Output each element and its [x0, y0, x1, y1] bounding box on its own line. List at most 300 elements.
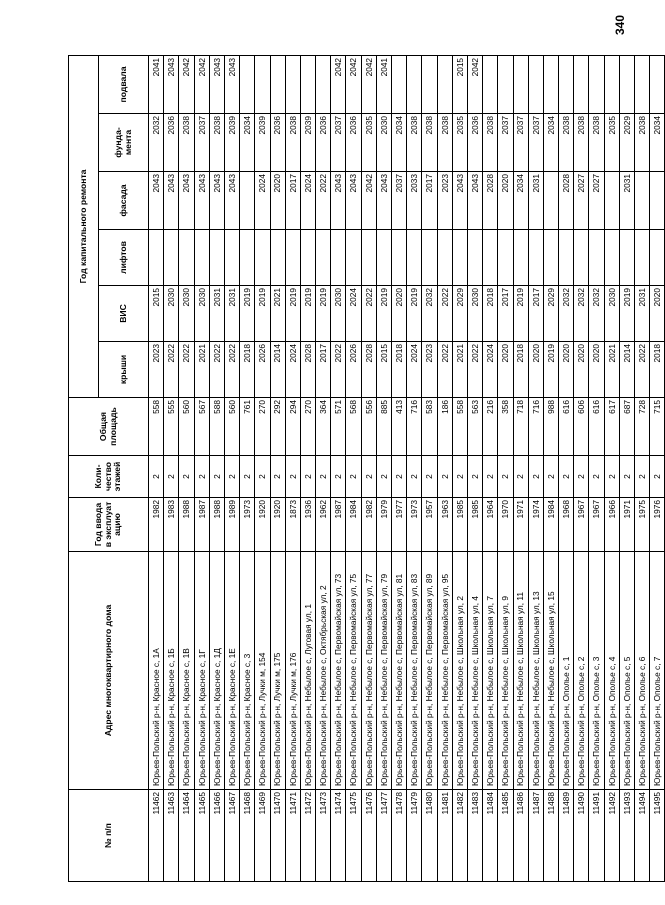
cell-foundation: 2037 [194, 114, 209, 172]
cell-lifts [452, 230, 467, 286]
cell-address: Юрьев-Польский р-н, Лучки м, 154 [255, 552, 270, 790]
cell-vis: 2020 [392, 286, 407, 342]
cell-basement [604, 55, 619, 113]
cell-year: 1985 [452, 498, 467, 552]
cell-basement: 2041 [376, 55, 391, 113]
cell-floors: 2 [164, 456, 179, 498]
cell-number: 11474 [331, 790, 346, 882]
cell-area: 616 [559, 398, 574, 456]
cell-floors: 2 [255, 456, 270, 498]
cell-roof: 2028 [300, 342, 315, 398]
cell-vis: 2020 [650, 286, 665, 342]
cell-year: 1962 [316, 498, 331, 552]
cell-basement [574, 55, 589, 113]
cell-facade: 2043 [149, 172, 164, 230]
cell-year: 1970 [498, 498, 513, 552]
cell-basement [255, 55, 270, 113]
cell-facade: 2028 [483, 172, 498, 230]
cell-vis: 2019 [376, 286, 391, 342]
cell-address: Юрьев-Польский р-н, Небылое с, Первомайская ул, 73 [331, 552, 346, 790]
cell-area: 558 [452, 398, 467, 456]
cell-area: 364 [316, 398, 331, 456]
cell-address: Юрьев-Польский р-н, Красное с, 1Б [164, 552, 179, 790]
cell-floors: 2 [224, 456, 239, 498]
cell-foundation: 2039 [255, 114, 270, 172]
cell-vis: 2019 [619, 286, 634, 342]
header-number: № п/п [69, 790, 149, 882]
cell-basement [407, 55, 422, 113]
cell-area: 583 [422, 398, 437, 456]
cell-facade: 2024 [255, 172, 270, 230]
capital-repair-table [68, 55, 665, 882]
cell-number: 11462 [149, 790, 164, 882]
cell-year: 1983 [164, 498, 179, 552]
cell-vis: 2022 [437, 286, 452, 342]
cell-vis: 2021 [270, 286, 285, 342]
header-foundation: фунда- мента [99, 114, 149, 172]
cell-roof: 2022 [164, 342, 179, 398]
cell-address: Юрьев-Польский р-н, Небылое с, Первомайская ул, 77 [361, 552, 376, 790]
cell-vis: 2030 [194, 286, 209, 342]
cell-number: 11471 [285, 790, 300, 882]
cell-vis: 2032 [559, 286, 574, 342]
cell-roof: 2022 [224, 342, 239, 398]
cell-facade: 2017 [422, 172, 437, 230]
cell-year: 1977 [392, 498, 407, 552]
cell-floors: 2 [331, 456, 346, 498]
cell-number: 11495 [650, 790, 665, 882]
cell-area: 728 [635, 398, 650, 456]
table-row [270, 55, 285, 881]
cell-basement [270, 55, 285, 113]
table-row [452, 55, 467, 881]
cell-basement: 2042 [361, 55, 376, 113]
cell-basement [559, 55, 574, 113]
cell-basement: 2043 [164, 55, 179, 113]
header-lifts: лифтов [99, 230, 149, 286]
table-row [224, 55, 239, 881]
cell-vis: 2029 [543, 286, 558, 342]
table-row [331, 55, 346, 881]
cell-vis: 2019 [513, 286, 528, 342]
cell-facade [240, 172, 255, 230]
cell-year: 1979 [376, 498, 391, 552]
cell-floors: 2 [528, 456, 543, 498]
cell-address: Юрьев-Польский р-н, Красное с, 1В [179, 552, 194, 790]
cell-basement: 2042 [467, 55, 482, 113]
table-row [437, 55, 452, 881]
cell-address: Юрьев-Польский р-н, Ополье с, 2 [574, 552, 589, 790]
cell-foundation: 2035 [604, 114, 619, 172]
header-floors: Коли- чество этажей [69, 456, 149, 498]
table-row [422, 55, 437, 881]
cell-lifts [270, 230, 285, 286]
cell-floors: 2 [422, 456, 437, 498]
cell-facade: 2043 [224, 172, 239, 230]
cell-address: Юрьев-Польский р-н, Небылое с, Школьная ул, 9 [498, 552, 513, 790]
cell-facade: 2043 [209, 172, 224, 230]
cell-address: Юрьев-Польский р-н, Небылое с, Первомайская ул, 81 [392, 552, 407, 790]
cell-number: 11483 [467, 790, 482, 882]
cell-area: 715 [650, 398, 665, 456]
cell-area: 885 [376, 398, 391, 456]
cell-foundation: 2036 [346, 114, 361, 172]
cell-floors: 2 [149, 456, 164, 498]
cell-basement [392, 55, 407, 113]
cell-year: 1982 [149, 498, 164, 552]
cell-facade: 2043 [452, 172, 467, 230]
cell-area: 687 [619, 398, 634, 456]
cell-year: 1873 [285, 498, 300, 552]
cell-area: 186 [437, 398, 452, 456]
cell-foundation: 2036 [467, 114, 482, 172]
cell-lifts [574, 230, 589, 286]
cell-lifts [422, 230, 437, 286]
cell-number: 11482 [452, 790, 467, 882]
cell-foundation: 2038 [483, 114, 498, 172]
cell-vis: 2030 [164, 286, 179, 342]
cell-vis: 2029 [452, 286, 467, 342]
cell-lifts [528, 230, 543, 286]
cell-basement: 2042 [346, 55, 361, 113]
cell-floors: 2 [574, 456, 589, 498]
cell-number: 11473 [316, 790, 331, 882]
cell-floors: 2 [270, 456, 285, 498]
cell-foundation: 2038 [589, 114, 604, 172]
cell-vis: 2031 [224, 286, 239, 342]
cell-address: Юрьев-Польский р-н, Небылое с, Первомайская ул, 89 [422, 552, 437, 790]
table-row [483, 55, 498, 881]
cell-foundation: 2036 [270, 114, 285, 172]
cell-foundation: 2029 [619, 114, 634, 172]
cell-year: 1936 [300, 498, 315, 552]
table-row [240, 55, 255, 881]
cell-roof: 2023 [422, 342, 437, 398]
cell-basement [650, 55, 665, 113]
cell-number: 11493 [619, 790, 634, 882]
table-row [179, 55, 194, 881]
cell-facade: 2033 [407, 172, 422, 230]
cell-vis: 2031 [635, 286, 650, 342]
cell-number: 11477 [376, 790, 391, 882]
cell-floors: 2 [650, 456, 665, 498]
cell-address: Юрьев-Польский р-н, Небылое с, Школьная ул, 11 [513, 552, 528, 790]
cell-foundation: 2034 [392, 114, 407, 172]
cell-foundation: 2038 [209, 114, 224, 172]
cell-lifts [149, 230, 164, 286]
cell-address: Юрьев-Польский р-н, Небылое с, Школьная ул, 2 [452, 552, 467, 790]
cell-facade [604, 172, 619, 230]
cell-year: 1984 [543, 498, 558, 552]
cell-address: Юрьев-Польский р-н, Небылое с, Первомайская ул, 75 [346, 552, 361, 790]
cell-year: 1968 [559, 498, 574, 552]
table-row [300, 55, 315, 881]
cell-address: Юрьев-Польский р-н, Красное с, 1А [149, 552, 164, 790]
cell-area: 567 [194, 398, 209, 456]
cell-lifts [559, 230, 574, 286]
cell-area: 568 [346, 398, 361, 456]
cell-basement: 2043 [209, 55, 224, 113]
cell-facade: 2020 [270, 172, 285, 230]
cell-lifts [635, 230, 650, 286]
cell-year: 1964 [483, 498, 498, 552]
cell-floors: 2 [346, 456, 361, 498]
cell-year: 1975 [635, 498, 650, 552]
cell-roof: 2026 [255, 342, 270, 398]
cell-vis: 2032 [589, 286, 604, 342]
table-row [285, 55, 300, 881]
cell-floors: 2 [498, 456, 513, 498]
cell-floors: 2 [179, 456, 194, 498]
cell-floors: 2 [392, 456, 407, 498]
cell-address: Юрьев-Польский р-н, Ополье с, 6 [635, 552, 650, 790]
cell-foundation: 2035 [452, 114, 467, 172]
cell-vis: 2019 [316, 286, 331, 342]
cell-lifts [240, 230, 255, 286]
cell-number: 11465 [194, 790, 209, 882]
cell-address: Юрьев-Польский р-н, Небылое с, Октябрьская ул, 2 [316, 552, 331, 790]
cell-facade: 2031 [619, 172, 634, 230]
cell-roof: 2022 [635, 342, 650, 398]
cell-year: 1974 [528, 498, 543, 552]
cell-address: Юрьев-Польский р-н, Ополье с, 7 [650, 552, 665, 790]
cell-basement: 2015 [452, 55, 467, 113]
cell-number: 11491 [589, 790, 604, 882]
cell-facade: 2023 [437, 172, 452, 230]
cell-foundation: 2038 [635, 114, 650, 172]
cell-area: 294 [285, 398, 300, 456]
table-row [559, 55, 574, 881]
cell-lifts [361, 230, 376, 286]
table-row [316, 55, 331, 881]
cell-foundation: 2038 [574, 114, 589, 172]
cell-number: 11486 [513, 790, 528, 882]
cell-foundation: 2034 [240, 114, 255, 172]
cell-number: 11472 [300, 790, 315, 882]
cell-address: Юрьев-Польский р-н, Небылое с, Школьная ул, 4 [467, 552, 482, 790]
cell-facade: 2042 [361, 172, 376, 230]
cell-roof: 2026 [346, 342, 361, 398]
cell-roof: 2018 [513, 342, 528, 398]
cell-number: 11466 [209, 790, 224, 882]
cell-vis: 2032 [422, 286, 437, 342]
cell-lifts [650, 230, 665, 286]
cell-vis: 2018 [483, 286, 498, 342]
cell-facade [650, 172, 665, 230]
cell-basement: 2042 [331, 55, 346, 113]
cell-foundation: 2035 [361, 114, 376, 172]
cell-facade: 2037 [392, 172, 407, 230]
cell-roof: 2020 [498, 342, 513, 398]
cell-basement [528, 55, 543, 113]
cell-foundation: 2034 [650, 114, 665, 172]
cell-floors: 2 [483, 456, 498, 498]
cell-roof: 2024 [285, 342, 300, 398]
cell-vis: 2017 [498, 286, 513, 342]
cell-year: 1967 [589, 498, 604, 552]
cell-basement: 2041 [149, 55, 164, 113]
cell-number: 11475 [346, 790, 361, 882]
cell-area: 563 [467, 398, 482, 456]
cell-vis: 2030 [604, 286, 619, 342]
cell-foundation: 2038 [559, 114, 574, 172]
table-row [574, 55, 589, 881]
cell-lifts [498, 230, 513, 286]
cell-address: Юрьев-Польский р-н, Небылое с, Первомайская ул, 83 [407, 552, 422, 790]
cell-vis: 2022 [361, 286, 376, 342]
cell-floors: 2 [316, 456, 331, 498]
cell-basement [619, 55, 634, 113]
cell-basement [498, 55, 513, 113]
cell-area: 216 [483, 398, 498, 456]
table-row [619, 55, 634, 881]
cell-basement [483, 55, 498, 113]
cell-number: 11485 [498, 790, 513, 882]
cell-vis: 2019 [300, 286, 315, 342]
cell-facade [635, 172, 650, 230]
cell-address: Юрьев-Польский р-н, Лучки м, 175 [270, 552, 285, 790]
cell-vis: 2019 [240, 286, 255, 342]
cell-area: 718 [513, 398, 528, 456]
cell-facade: 2027 [574, 172, 589, 230]
cell-roof: 2022 [179, 342, 194, 398]
cell-number: 11469 [255, 790, 270, 882]
cell-area: 606 [574, 398, 589, 456]
cell-area: 358 [498, 398, 513, 456]
cell-floors: 2 [452, 456, 467, 498]
cell-year: 1989 [224, 498, 239, 552]
table-row [361, 55, 376, 881]
cell-foundation: 2038 [285, 114, 300, 172]
cell-foundation: 2037 [331, 114, 346, 172]
table-row [528, 55, 543, 881]
table-row [589, 55, 604, 881]
cell-basement: 2043 [224, 55, 239, 113]
cell-area: 292 [270, 398, 285, 456]
cell-number: 11470 [270, 790, 285, 882]
cell-basement [300, 55, 315, 113]
cell-vis: 2019 [285, 286, 300, 342]
cell-year: 1976 [650, 498, 665, 552]
cell-lifts [179, 230, 194, 286]
cell-number: 11480 [422, 790, 437, 882]
cell-floors: 2 [437, 456, 452, 498]
cell-basement [589, 55, 604, 113]
cell-vis: 2030 [179, 286, 194, 342]
cell-area: 270 [255, 398, 270, 456]
cell-roof: 2014 [270, 342, 285, 398]
cell-roof: 2028 [361, 342, 376, 398]
cell-floors: 2 [209, 456, 224, 498]
cell-year: 1920 [270, 498, 285, 552]
cell-number: 11476 [361, 790, 376, 882]
cell-number: 11478 [392, 790, 407, 882]
cell-year: 1966 [604, 498, 619, 552]
cell-vis: 2030 [331, 286, 346, 342]
cell-number: 11464 [179, 790, 194, 882]
cell-area: 555 [164, 398, 179, 456]
cell-lifts [346, 230, 361, 286]
cell-address: Юрьев-Польский р-н, Ополье с, 5 [619, 552, 634, 790]
cell-floors: 2 [194, 456, 209, 498]
cell-foundation: 2036 [164, 114, 179, 172]
cell-lifts [316, 230, 331, 286]
cell-lifts [224, 230, 239, 286]
cell-facade: 2022 [316, 172, 331, 230]
cell-vis: 2017 [528, 286, 543, 342]
cell-floors: 2 [407, 456, 422, 498]
cell-vis: 2030 [467, 286, 482, 342]
cell-foundation: 2034 [543, 114, 558, 172]
cell-foundation: 2038 [437, 114, 452, 172]
cell-basement [513, 55, 528, 113]
cell-floors: 2 [285, 456, 300, 498]
cell-number: 11494 [635, 790, 650, 882]
cell-foundation: 2037 [513, 114, 528, 172]
cell-lifts [164, 230, 179, 286]
table-row [149, 55, 164, 881]
cell-area: 556 [361, 398, 376, 456]
cell-roof: 2014 [619, 342, 634, 398]
cell-lifts [300, 230, 315, 286]
cell-roof: 2024 [483, 342, 498, 398]
cell-foundation: 2036 [316, 114, 331, 172]
cell-foundation: 2038 [407, 114, 422, 172]
cell-facade: 2043 [164, 172, 179, 230]
cell-year: 1920 [255, 498, 270, 552]
cell-facade: 2028 [559, 172, 574, 230]
cell-floors: 2 [467, 456, 482, 498]
cell-area: 616 [589, 398, 604, 456]
cell-year: 1971 [619, 498, 634, 552]
cell-facade: 2031 [528, 172, 543, 230]
table-row [346, 55, 361, 881]
cell-roof: 2020 [528, 342, 543, 398]
cell-floors: 2 [300, 456, 315, 498]
cell-address: Юрьев-Польский р-н, Красное с, 1Д [209, 552, 224, 790]
cell-year: 1987 [331, 498, 346, 552]
cell-roof: 2021 [604, 342, 619, 398]
table-row [255, 55, 270, 881]
cell-area: 560 [179, 398, 194, 456]
cell-number: 11484 [483, 790, 498, 882]
cell-foundation: 2032 [149, 114, 164, 172]
cell-facade [543, 172, 558, 230]
cell-address: Юрьев-Польский р-н, Ополье с, 3 [589, 552, 604, 790]
cell-facade: 2043 [346, 172, 361, 230]
cell-foundation: 2037 [528, 114, 543, 172]
table-row [498, 55, 513, 881]
cell-basement [422, 55, 437, 113]
cell-floors: 2 [604, 456, 619, 498]
cell-roof: 2015 [376, 342, 391, 398]
cell-floors: 2 [543, 456, 558, 498]
cell-foundation: 2038 [422, 114, 437, 172]
cell-floors: 2 [635, 456, 650, 498]
cell-number: 11492 [604, 790, 619, 882]
cell-foundation: 2038 [179, 114, 194, 172]
cell-roof: 2022 [437, 342, 452, 398]
cell-roof: 2020 [589, 342, 604, 398]
cell-roof: 2022 [467, 342, 482, 398]
cell-area: 270 [300, 398, 315, 456]
table-row [604, 55, 619, 881]
cell-roof: 2022 [209, 342, 224, 398]
cell-year: 1985 [467, 498, 482, 552]
table-row [164, 55, 179, 881]
cell-area: 988 [543, 398, 558, 456]
cell-facade: 2043 [194, 172, 209, 230]
